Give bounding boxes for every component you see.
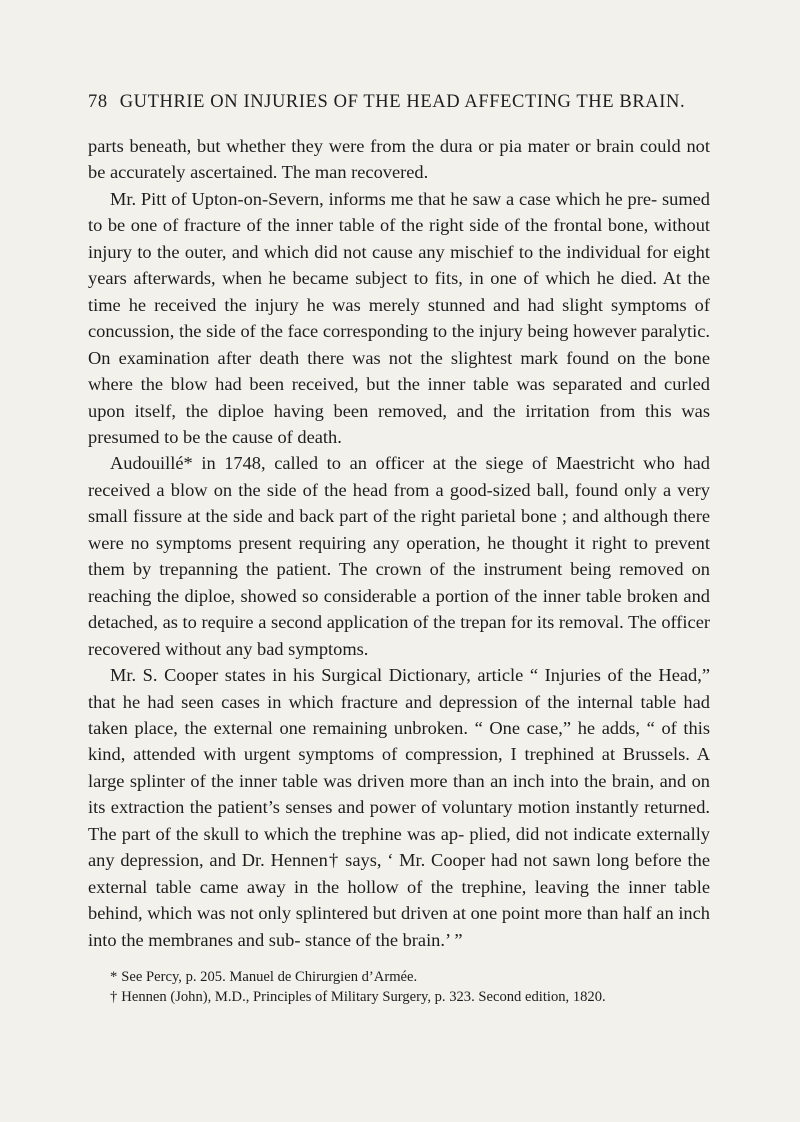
footnote xyxy=(88,987,710,1007)
paragraph: Mr. S. Cooper states in his Surgical Dictionary, article “ Injuries of the Head,” that he had seen cases in which fracture and depression of the internal table had taken place, the external one remaining unbroken. “ One case,” he adds, “ of this kind, attended with urgent symptoms of compression, I trephined at Brussels. A large splinter of the inner table was driven more than an inch into the brain, and on its extraction the patient’s senses and power of voluntary motion instantly returned. The part of the skull to which the trephine was ap- plied, did not indicate externally any depression, and Dr. Hennen† says, ‘ Mr. Cooper had not sawn long before the external table came away in the hollow of the trephine, leaving the inner table behind, which was not only splintered but driven at one point more than half an inch into the membranes and sub- stance of the brain.’ ” xyxy=(88,665,710,950)
page-number: 78 xyxy=(88,92,108,112)
paragraph: Audouillé* in 1748, called to an officer at the siege of Maestricht who had received a blow on the side of the head from a good-sized ball, found only a very small fissure at the side and back part of the right parietal bone ; and although there were no symptoms present requiring any operation, he thought it right to prevent them by trepanning the patient. The crown of the instrument being removed on reaching the diploe, showed so considerable a portion of the inner table broken and detached, as to require a second application of the trepan for its removal. The officer recovered without any bad symptoms. xyxy=(88,453,710,659)
body-text xyxy=(88,133,710,953)
footnote xyxy=(88,967,710,987)
footnote-text: See Percy, p. 205. Manuel de Chirurgien d’Armée. xyxy=(121,969,418,986)
running-title: GUTHRIE ON INJURIES OF THE HEAD AFFECTING THE BRAIN. xyxy=(119,92,686,112)
footnotes xyxy=(88,967,710,1007)
footnote-mark: * xyxy=(110,969,118,986)
paragraph: Mr. Pitt of Upton-on-Severn, informs me that he saw a case which he pre- sumed to be one of fracture of the inner table of the right side of the frontal bone, without injury to the outer, and which did not cause any mischief to the individual for eight years afterwards, when he became subject to fits, in one of which he died. At the time he received the injury he was merely stunned and had slight symptoms of concussion, the side of the face corresponding to the injury being however paralytic. On examination after death there was not the slightest mark found on the bone where the blow had been received, but the inner table was separated and curled upon itself, the diploe having been removed, and the irritation from this was presumed to be the cause of death. xyxy=(88,188,710,447)
running-header xyxy=(88,92,710,113)
paragraph: parts beneath, but whether they were from the dura or pia mater or brain could not be accurately ascertained. The man recovered. xyxy=(88,136,710,183)
footnote-text: Hennen (John), M.D., Principles of Military Surgery, p. 323. Second edition, 1820. xyxy=(121,989,606,1006)
book-page xyxy=(88,92,710,1007)
footnote-mark: † xyxy=(110,989,118,1006)
